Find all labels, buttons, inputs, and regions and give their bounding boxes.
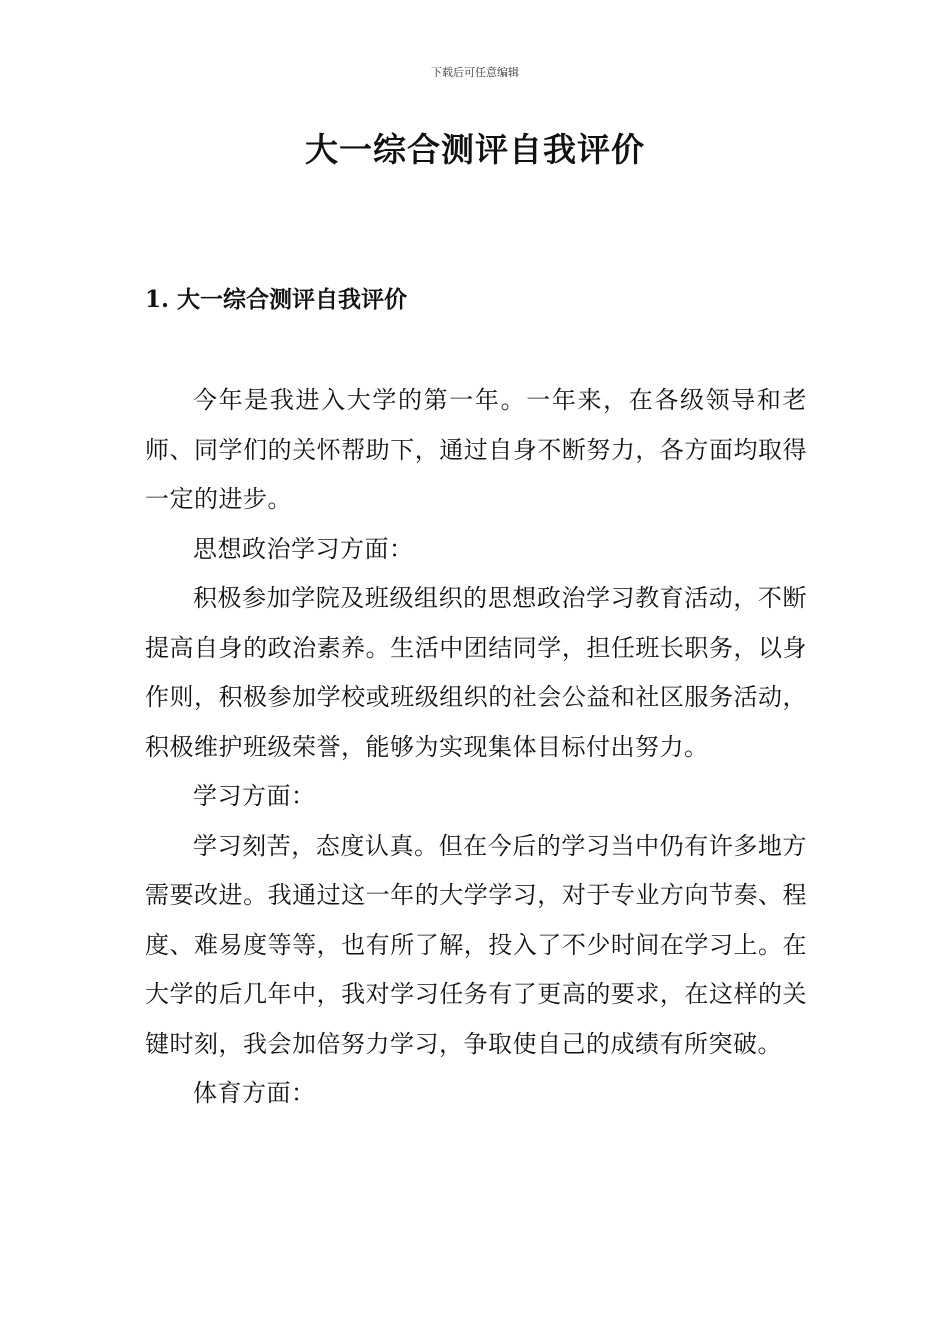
section-heading: 1. 大一综合测评自我评价 (145, 286, 408, 313)
paragraph-study: 学习刻苦，态度认真。但在今后的学习当中仍有许多地方需要改进。我通过这一年的大学学习，对于专业方向节奏、程度、难易度等等，也有所了解，投入了不少时间在学习上。在大学的后几年中，我对学习任务有了更高的要求，在这样的关键时刻，我会加倍努力学习，争取使自己的成绩有所突破。 (145, 831, 807, 1058)
document-title: 大一综合测评自我评价 (305, 130, 645, 169)
paragraph-intro: 今年是我进入大学的第一年。一年来，在各级领导和老师、同学们的关怀帮助下，通过自身不断努力，各方面均取得一定的进步。 (145, 386, 807, 513)
paragraph-politics: 积极参加学院及班级组织的思想政治学习教育活动，不断提高自身的政治素养。生活中团结同学，担任班长职务，以身作则，积极参加学校或班级组织的社会公益和社区服务活动，积极维护班级荣誉，能够为实现集体目标付出努力。 (145, 584, 807, 761)
paragraph-politics-heading: 思想政治学习方面： (193, 534, 414, 563)
header-note: 下载后可任意编辑 (431, 66, 519, 79)
paragraph-sports-heading: 体育方面： (193, 1079, 316, 1107)
paragraph-study-heading: 学习方面： (193, 782, 316, 810)
body-text (145, 376, 807, 1119)
